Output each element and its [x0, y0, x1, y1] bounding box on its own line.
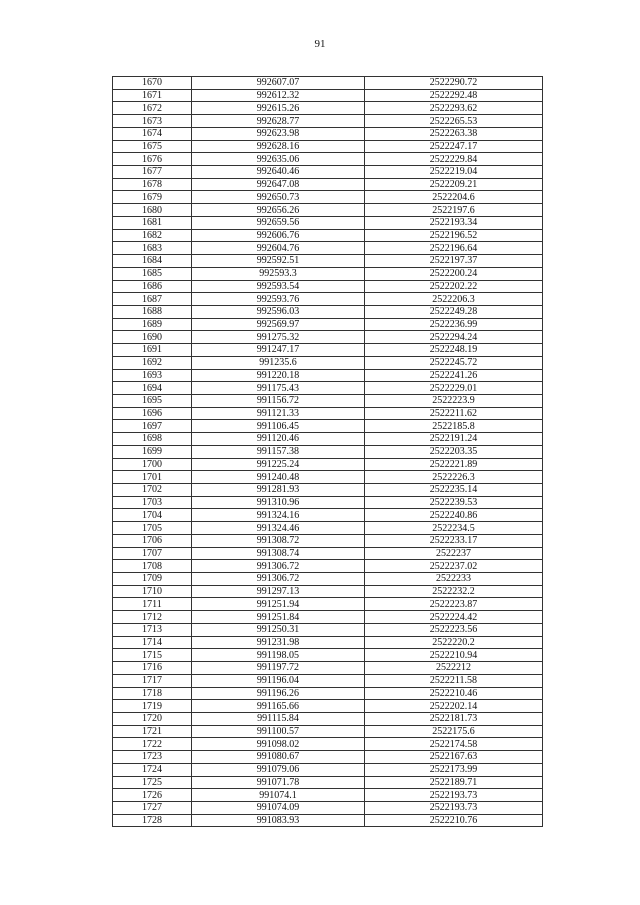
y-coordinate-cell: 2522212	[365, 662, 543, 675]
table-row	[113, 598, 543, 611]
y-coordinate-cell: 2522211.62	[365, 407, 543, 420]
y-coordinate-cell: 2522249.28	[365, 305, 543, 318]
y-coordinate-cell: 2522189.71	[365, 776, 543, 789]
x-coordinate-cell: 991198.05	[192, 649, 365, 662]
x-coordinate-cell: 991240.48	[192, 471, 365, 484]
y-coordinate-cell: 2522193.73	[365, 789, 543, 802]
point-number-cell: 1690	[113, 331, 192, 344]
y-coordinate-cell: 2522241.26	[365, 369, 543, 382]
x-coordinate-cell: 991165.66	[192, 700, 365, 713]
x-coordinate-cell: 992647.08	[192, 178, 365, 191]
point-number-cell: 1688	[113, 305, 192, 318]
table-row	[113, 356, 543, 369]
table-row	[113, 433, 543, 446]
y-coordinate-cell: 2522235.14	[365, 484, 543, 497]
table-row	[113, 407, 543, 420]
x-coordinate-cell: 992593.76	[192, 293, 365, 306]
y-coordinate-cell: 2522263.38	[365, 127, 543, 140]
table-row	[113, 394, 543, 407]
table-row	[113, 674, 543, 687]
y-coordinate-cell: 2522247.17	[365, 140, 543, 153]
x-coordinate-cell: 991310.96	[192, 496, 365, 509]
point-number-cell: 1709	[113, 573, 192, 586]
point-number-cell: 1718	[113, 687, 192, 700]
y-coordinate-cell: 2522203.35	[365, 445, 543, 458]
table-row	[113, 496, 543, 509]
point-number-cell: 1706	[113, 534, 192, 547]
x-coordinate-cell: 992650.73	[192, 191, 365, 204]
y-coordinate-cell: 2522193.73	[365, 801, 543, 814]
point-number-cell: 1717	[113, 674, 192, 687]
y-coordinate-cell: 2522204.6	[365, 191, 543, 204]
page-number: 91	[314, 38, 326, 50]
y-coordinate-cell: 2522240.86	[365, 509, 543, 522]
point-number-cell: 1684	[113, 255, 192, 268]
y-coordinate-cell: 2522202.14	[365, 700, 543, 713]
point-number-cell: 1676	[113, 153, 192, 166]
y-coordinate-cell: 2522219.04	[365, 166, 543, 179]
point-number-cell: 1726	[113, 789, 192, 802]
point-number-cell: 1691	[113, 344, 192, 357]
table-row	[113, 178, 543, 191]
x-coordinate-cell: 992592.51	[192, 255, 365, 268]
y-coordinate-cell: 2522245.72	[365, 356, 543, 369]
table-row	[113, 305, 543, 318]
x-coordinate-cell: 991231.98	[192, 636, 365, 649]
table-row	[113, 280, 543, 293]
point-number-cell: 1716	[113, 662, 192, 675]
table-row	[113, 140, 543, 153]
x-coordinate-cell: 991074.1	[192, 789, 365, 802]
table-row	[113, 153, 543, 166]
x-coordinate-cell: 991275.32	[192, 331, 365, 344]
x-coordinate-cell: 991079.06	[192, 763, 365, 776]
table-row	[113, 712, 543, 725]
y-coordinate-cell: 2522174.58	[365, 738, 543, 751]
x-coordinate-cell: 991156.72	[192, 394, 365, 407]
point-number-cell: 1712	[113, 611, 192, 624]
x-coordinate-cell: 992593.3	[192, 267, 365, 280]
point-number-cell: 1670	[113, 77, 192, 90]
x-coordinate-cell: 991225.24	[192, 458, 365, 471]
coordinate-table	[112, 76, 543, 827]
point-number-cell: 1683	[113, 242, 192, 255]
y-coordinate-cell: 2522206.3	[365, 293, 543, 306]
table-row	[113, 636, 543, 649]
y-coordinate-cell: 2522197.6	[365, 204, 543, 217]
point-number-cell: 1708	[113, 560, 192, 573]
table-row	[113, 204, 543, 217]
x-coordinate-cell: 992615.26	[192, 102, 365, 115]
x-coordinate-cell: 991080.67	[192, 751, 365, 764]
x-coordinate-cell: 991196.26	[192, 687, 365, 700]
y-coordinate-cell: 2522220.2	[365, 636, 543, 649]
table-row	[113, 293, 543, 306]
table-row	[113, 662, 543, 675]
x-coordinate-cell: 991115.84	[192, 712, 365, 725]
coordinate-table-body	[113, 77, 543, 827]
x-coordinate-cell: 992628.77	[192, 115, 365, 128]
x-coordinate-cell: 991324.46	[192, 522, 365, 535]
x-coordinate-cell: 991196.04	[192, 674, 365, 687]
point-number-cell: 1693	[113, 369, 192, 382]
table-row	[113, 382, 543, 395]
x-coordinate-cell: 992606.76	[192, 229, 365, 242]
point-number-cell: 1678	[113, 178, 192, 191]
y-coordinate-cell: 2522232.2	[365, 585, 543, 598]
point-number-cell: 1673	[113, 115, 192, 128]
point-number-cell: 1698	[113, 433, 192, 446]
table-row	[113, 77, 543, 90]
x-coordinate-cell: 992659.56	[192, 216, 365, 229]
y-coordinate-cell: 2522200.24	[365, 267, 543, 280]
point-number-cell: 1704	[113, 509, 192, 522]
point-number-cell: 1720	[113, 712, 192, 725]
x-coordinate-cell: 992640.46	[192, 166, 365, 179]
x-coordinate-cell: 991121.33	[192, 407, 365, 420]
table-row	[113, 814, 543, 827]
table-row	[113, 623, 543, 636]
point-number-cell: 1694	[113, 382, 192, 395]
x-coordinate-cell: 991157.38	[192, 445, 365, 458]
y-coordinate-cell: 2522221.89	[365, 458, 543, 471]
point-number-cell: 1685	[113, 267, 192, 280]
y-coordinate-cell: 2522223.9	[365, 394, 543, 407]
x-coordinate-cell: 991251.84	[192, 611, 365, 624]
table-row	[113, 255, 543, 268]
table-row	[113, 585, 543, 598]
y-coordinate-cell: 2522233.17	[365, 534, 543, 547]
table-row	[113, 115, 543, 128]
x-coordinate-cell: 992623.98	[192, 127, 365, 140]
x-coordinate-cell: 991100.57	[192, 725, 365, 738]
y-coordinate-cell: 2522293.62	[365, 102, 543, 115]
table-row	[113, 649, 543, 662]
point-number-cell: 1725	[113, 776, 192, 789]
y-coordinate-cell: 2522292.48	[365, 89, 543, 102]
table-row	[113, 801, 543, 814]
table-row	[113, 509, 543, 522]
y-coordinate-cell: 2522196.64	[365, 242, 543, 255]
table-row	[113, 700, 543, 713]
x-coordinate-cell: 991235.6	[192, 356, 365, 369]
y-coordinate-cell: 2522239.53	[365, 496, 543, 509]
point-number-cell: 1681	[113, 216, 192, 229]
point-number-cell: 1727	[113, 801, 192, 814]
table-row	[113, 89, 543, 102]
table-row	[113, 763, 543, 776]
y-coordinate-cell: 2522294.24	[365, 331, 543, 344]
x-coordinate-cell: 991306.72	[192, 560, 365, 573]
point-number-cell: 1687	[113, 293, 192, 306]
point-number-cell: 1719	[113, 700, 192, 713]
x-coordinate-cell: 991098.02	[192, 738, 365, 751]
table-row	[113, 522, 543, 535]
point-number-cell: 1682	[113, 229, 192, 242]
table-row	[113, 547, 543, 560]
x-coordinate-cell: 991197.72	[192, 662, 365, 675]
table-row	[113, 725, 543, 738]
point-number-cell: 1697	[113, 420, 192, 433]
y-coordinate-cell: 2522185.8	[365, 420, 543, 433]
y-coordinate-cell: 2522209.21	[365, 178, 543, 191]
table-row	[113, 331, 543, 344]
point-number-cell: 1723	[113, 751, 192, 764]
x-coordinate-cell: 992569.97	[192, 318, 365, 331]
x-coordinate-cell: 991120.46	[192, 433, 365, 446]
point-number-cell: 1710	[113, 585, 192, 598]
table-row	[113, 229, 543, 242]
table-row	[113, 458, 543, 471]
y-coordinate-cell: 2522193.34	[365, 216, 543, 229]
point-number-cell: 1715	[113, 649, 192, 662]
y-coordinate-cell: 2522173.99	[365, 763, 543, 776]
point-number-cell: 1696	[113, 407, 192, 420]
table-row	[113, 560, 543, 573]
y-coordinate-cell: 2522233	[365, 573, 543, 586]
x-coordinate-cell: 992593.54	[192, 280, 365, 293]
x-coordinate-cell: 991106.45	[192, 420, 365, 433]
point-number-cell: 1689	[113, 318, 192, 331]
table-row	[113, 738, 543, 751]
point-number-cell: 1680	[113, 204, 192, 217]
point-number-cell: 1671	[113, 89, 192, 102]
table-row	[113, 445, 543, 458]
y-coordinate-cell: 2522226.3	[365, 471, 543, 484]
x-coordinate-cell: 991297.13	[192, 585, 365, 598]
y-coordinate-cell: 2522224.42	[365, 611, 543, 624]
y-coordinate-cell: 2522237.02	[365, 560, 543, 573]
y-coordinate-cell: 2522265.53	[365, 115, 543, 128]
table-row	[113, 611, 543, 624]
y-coordinate-cell: 2522202.22	[365, 280, 543, 293]
x-coordinate-cell: 992612.32	[192, 89, 365, 102]
table-row	[113, 216, 543, 229]
point-number-cell: 1674	[113, 127, 192, 140]
x-coordinate-cell: 991281.93	[192, 484, 365, 497]
y-coordinate-cell: 2522223.87	[365, 598, 543, 611]
y-coordinate-cell: 2522248.19	[365, 344, 543, 357]
x-coordinate-cell: 991083.93	[192, 814, 365, 827]
x-coordinate-cell: 991247.17	[192, 344, 365, 357]
x-coordinate-cell: 992656.26	[192, 204, 365, 217]
point-number-cell: 1699	[113, 445, 192, 458]
point-number-cell: 1721	[113, 725, 192, 738]
y-coordinate-cell: 2522237	[365, 547, 543, 560]
point-number-cell: 1722	[113, 738, 192, 751]
x-coordinate-cell: 991251.94	[192, 598, 365, 611]
x-coordinate-cell: 991074.09	[192, 801, 365, 814]
point-number-cell: 1692	[113, 356, 192, 369]
point-number-cell: 1700	[113, 458, 192, 471]
x-coordinate-cell: 991220.18	[192, 369, 365, 382]
x-coordinate-cell: 992607.07	[192, 77, 365, 90]
point-number-cell: 1672	[113, 102, 192, 115]
point-number-cell: 1705	[113, 522, 192, 535]
x-coordinate-cell: 991250.31	[192, 623, 365, 636]
y-coordinate-cell: 2522197.37	[365, 255, 543, 268]
table-row	[113, 420, 543, 433]
y-coordinate-cell: 2522196.52	[365, 229, 543, 242]
point-number-cell: 1695	[113, 394, 192, 407]
y-coordinate-cell: 2522181.73	[365, 712, 543, 725]
table-row	[113, 776, 543, 789]
point-number-cell: 1711	[113, 598, 192, 611]
x-coordinate-cell: 991306.72	[192, 573, 365, 586]
x-coordinate-cell: 991071.78	[192, 776, 365, 789]
table-row	[113, 369, 543, 382]
x-coordinate-cell: 991308.72	[192, 534, 365, 547]
y-coordinate-cell: 2522175.6	[365, 725, 543, 738]
point-number-cell: 1724	[113, 763, 192, 776]
x-coordinate-cell: 992635.06	[192, 153, 365, 166]
y-coordinate-cell: 2522211.58	[365, 674, 543, 687]
table-row	[113, 471, 543, 484]
x-coordinate-cell: 991324.16	[192, 509, 365, 522]
table-row	[113, 573, 543, 586]
point-number-cell: 1714	[113, 636, 192, 649]
point-number-cell: 1675	[113, 140, 192, 153]
x-coordinate-cell: 991308.74	[192, 547, 365, 560]
x-coordinate-cell: 992596.03	[192, 305, 365, 318]
point-number-cell: 1702	[113, 484, 192, 497]
point-number-cell: 1701	[113, 471, 192, 484]
table-row	[113, 344, 543, 357]
y-coordinate-cell: 2522229.84	[365, 153, 543, 166]
table-row	[113, 191, 543, 204]
table-row	[113, 318, 543, 331]
y-coordinate-cell: 2522234.5	[365, 522, 543, 535]
point-number-cell: 1707	[113, 547, 192, 560]
point-number-cell: 1679	[113, 191, 192, 204]
x-coordinate-cell: 992604.76	[192, 242, 365, 255]
table-row	[113, 166, 543, 179]
y-coordinate-cell: 2522236.99	[365, 318, 543, 331]
point-number-cell: 1713	[113, 623, 192, 636]
table-row	[113, 534, 543, 547]
point-number-cell: 1728	[113, 814, 192, 827]
table-row	[113, 484, 543, 497]
y-coordinate-cell: 2522191.24	[365, 433, 543, 446]
y-coordinate-cell: 2522210.76	[365, 814, 543, 827]
x-coordinate-cell: 991175.43	[192, 382, 365, 395]
point-number-cell: 1677	[113, 166, 192, 179]
table-row	[113, 102, 543, 115]
y-coordinate-cell: 2522229.01	[365, 382, 543, 395]
point-number-cell: 1703	[113, 496, 192, 509]
y-coordinate-cell: 2522290.72	[365, 77, 543, 90]
table-row	[113, 789, 543, 802]
y-coordinate-cell: 2522167.63	[365, 751, 543, 764]
point-number-cell: 1686	[113, 280, 192, 293]
table-row	[113, 267, 543, 280]
y-coordinate-cell: 2522223.56	[365, 623, 543, 636]
y-coordinate-cell: 2522210.94	[365, 649, 543, 662]
x-coordinate-cell: 992628.16	[192, 140, 365, 153]
y-coordinate-cell: 2522210.46	[365, 687, 543, 700]
table-row	[113, 687, 543, 700]
table-row	[113, 127, 543, 140]
table-row	[113, 242, 543, 255]
table-row	[113, 751, 543, 764]
